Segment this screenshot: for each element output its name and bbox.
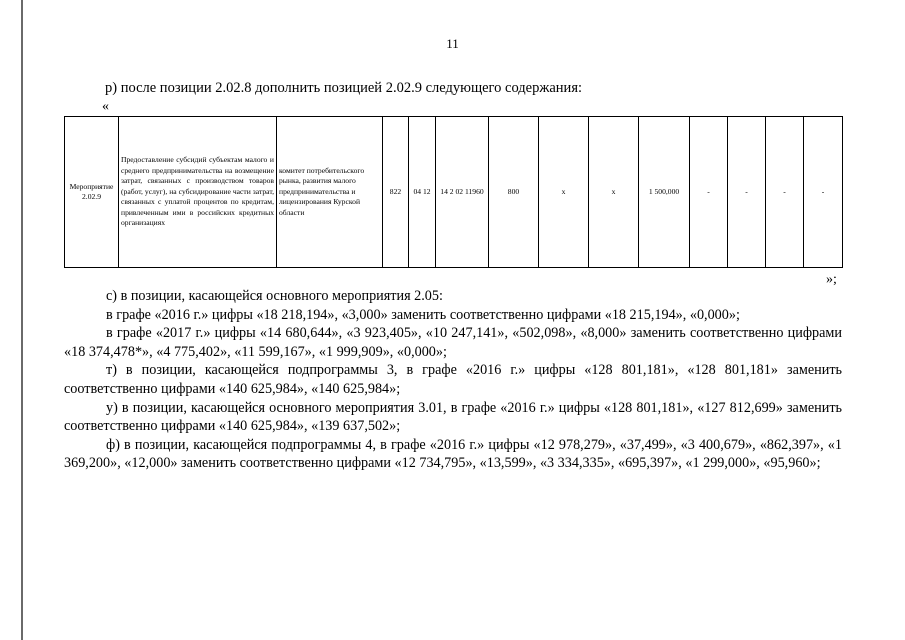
csr-cell: 14 2 02 11960 <box>436 117 489 268</box>
amount-cell: 1 500,000 <box>639 117 690 268</box>
dash-cell-4: - <box>804 117 843 268</box>
paragraph-u: у) в позиции, касающейся основного мероприятия 3.01, в графе «2016 г.» цифры «128 801,181», «127 812,699» заменить соответственно цифрами «140 625,984», «139 637,502»; <box>64 399 842 435</box>
dash-cell-2: - <box>728 117 766 268</box>
intro-paragraph: р) после позиции 2.02.8 дополнить позицией 2.02.9 следующего содержания: <box>105 80 583 96</box>
paragraph-2017: в графе «2017 г.» цифры «14 680,644», «3 923,405», «10 247,141», «502,098», «8,000» заменить соответственно цифрами «18 374,478*», «4 775,402», «11 599,167», «1 999,909», «0,000»; <box>64 325 842 360</box>
paragraph-t: т) в позиции, касающейся подпрограммы 3, в графе «2016 г.» цифры «128 801,181», «128 801,181» заменить соответственно цифрами «140 625,984», «140 625,984»; <box>64 362 842 397</box>
page-edge-rule <box>21 0 23 640</box>
amendment-table <box>64 116 843 268</box>
event-cell: Мероприятие 2.02.9 <box>65 117 119 268</box>
paragraph-f: ф) в позиции, касающейся подпрограммы 4, в графе «2016 г.» цифры «12 978,279», «37,499», «3 400,679», «862,397», «1 369,200», «12,000» заменить соответственно цифрами «12 734,795», «13,599», «3 334,335», «695,397», «1 299,000», «95,960»; <box>64 436 842 472</box>
executor-cell: комитет потребительского рынка, развития малого предпринимательства и лицензирования Курской области <box>277 117 383 268</box>
grbs-cell: 822 <box>383 117 409 268</box>
rzpr-cell: 04 12 <box>409 117 436 268</box>
page-number: 11 <box>446 36 459 51</box>
x-cell-2: х <box>589 117 639 268</box>
dash-cell-3: - <box>766 117 804 268</box>
dash-cell-1: - <box>690 117 728 268</box>
body-text <box>64 287 842 473</box>
paragraph-s: с) в позиции, касающейся основного мероприятия 2.05: <box>106 288 443 304</box>
vr-cell: 800 <box>489 117 539 268</box>
close-quote: »; <box>826 272 837 287</box>
x-cell-1: х <box>539 117 589 268</box>
table-row <box>65 117 843 268</box>
open-quote: « <box>102 99 109 114</box>
paragraph-2016: в графе «2016 г.» цифры «18 218,194», «3,000» заменить соответственно цифрами «18 215,194», «0,000»; <box>106 306 740 323</box>
description-cell: Предоставление субсидий субъектам малого и среднего предпринимательства на возмещение затрат, связанных с производством товаров (работ, услуг), на субсидирование части затрат, связанных с уплатой процентов по кредитам, привлеченным ими в российских кредитных организациях <box>119 117 277 268</box>
